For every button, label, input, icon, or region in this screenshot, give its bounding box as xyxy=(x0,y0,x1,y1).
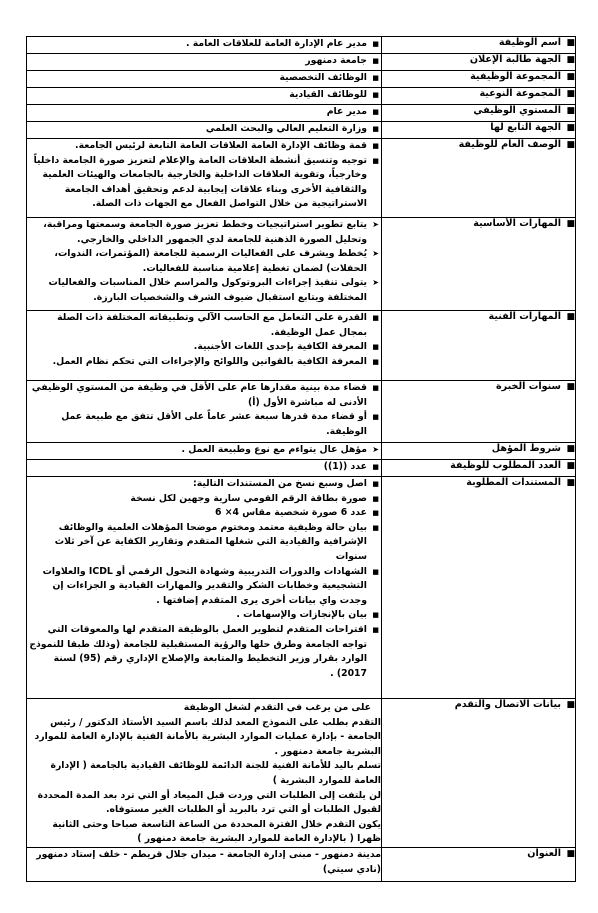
row-value: ■ للوظائف القيادية xyxy=(27,88,367,103)
row-job-title xyxy=(27,37,576,54)
row-value: ■ الشهادات والدورات التدريبية وشهادة التحول الرقمي أو ICDL والعلاوات التشجيعية وخطابات الشكر والتقدير والمهارات القيادية و الجزاءات إن وجدت واي بيانات أخرى يرى المتقدم إضافتها . xyxy=(27,565,367,609)
row-value: ➤ يتولى تنفيذ إجراءات البروتوكول والمراسم خلال المناسبات والفعاليات المختلفة ويتابع استقبال ضيوف الشرف والشخصيات البارزة. xyxy=(27,276,367,305)
row-experience xyxy=(27,381,576,443)
bullet-icon: ■ xyxy=(566,72,575,82)
bullet-icon: ■ xyxy=(566,38,575,48)
job-announcement-table xyxy=(26,36,576,882)
row-value: ■ صورة بطاقة الرقم القومي سارية وجهين لكل نسخة xyxy=(27,492,367,507)
bullet-icon: ■ xyxy=(566,89,575,99)
row-value: ■ قمة وظائف الإدارة العامة العلاقات العامة التابعة لرئيس الجامعة. xyxy=(27,139,367,154)
row-label: سنوات الخبرة xyxy=(496,381,561,392)
row-value: ■ المعرفة الكافية بإحدى اللغات الأجنبية. xyxy=(27,340,367,355)
row-value: ■ توجيه وتنسيق أنشطة العلاقات العامة والإعلام لتعزيز صورة الجامعة داخلياً وخارجياً، وتقوية العلاقات الداخلية والخارجية بالجامعات والهيئات العلمية والثقافية الأخرى وبناء علاقات إيجابية لدعم وتحقيق أهداف الجامعة الاستراتيجية من خلال التواصل الفعال مع الجهات ذات الصلة. xyxy=(27,154,367,212)
row-label: العدد المطلوب للوظيفة xyxy=(450,460,561,471)
row-label: الوصف العام للوظيفة xyxy=(458,139,561,150)
row-value: ■ اصل وسبع نسخ من المستندات التالية: xyxy=(27,477,367,492)
row-label: الجهة التابع لها xyxy=(490,122,561,133)
row-value: ■ مدير عام xyxy=(27,105,367,120)
row-general-description xyxy=(27,139,576,218)
row-value: ➤ مؤهل عال يتواءم مع نوع وطبيعة العمل . xyxy=(27,443,367,458)
row-label: المستندات المطلوبة xyxy=(466,477,561,488)
bullet-icon: ■ xyxy=(566,312,575,322)
row-label: العنوان xyxy=(527,847,561,859)
row-label: المهارات الأساسية xyxy=(473,218,561,229)
row-value: ■ اقتراحات المتقدم لتطوير العمل بالوظيفة المتقدم لها والمعوقات التي تواجه الجامعة وطرق حلها والرؤية المستقبلية للجامعة (وذلك طبقا للنموذج الوارد بقرار وزير التخطيط والمتابعة والإصلاح الإداري رقم (95) لسنة 2017) . xyxy=(27,623,367,681)
row-required-documents xyxy=(27,477,576,699)
bullet-icon: ■ xyxy=(566,461,575,471)
row-value: لن يلتفت إلى الطلبات التي وردت قبل الميعاد أو التي ترد بعد المدة المحددة لقبول الطلبات أو التي ترد بالبريد أو الطلبات الغير مستوفاه. xyxy=(37,789,381,816)
bullet-icon: ■ xyxy=(566,478,575,488)
row-value: تسلم باليد للأمانة الفنية للجنة الدائمة للوظائف القيادية بالجامعة ( الإدارة العامة للموارد البشرية ) xyxy=(50,760,381,786)
row-type-group xyxy=(27,88,576,105)
row-affiliation xyxy=(27,122,576,139)
row-label: المجموعة النوعية xyxy=(479,88,561,99)
bullet-icon: ■ xyxy=(566,55,575,65)
row-label: المهارات الفنية xyxy=(488,311,561,322)
row-value: ■ الوظائف التخصصية xyxy=(27,71,367,86)
row-address xyxy=(27,847,576,881)
bullet-icon: ■ xyxy=(566,140,575,150)
row-requesting-entity xyxy=(27,54,576,71)
row-label: الجهة طالبة الإعلان xyxy=(469,54,561,65)
bullet-icon: ■ xyxy=(566,848,575,859)
row-value: ■ أو قضاء مدة قدرها سبعة عشر عاماً على الأقل تتفق مع طبيعة عمل الوظيفة. xyxy=(27,410,367,439)
row-job-level xyxy=(27,105,576,122)
row-value: التقدم بطلب على النموذج المعد لذلك باسم السيد الأستاذ الدكتور / رئيس الجامعة - بإدارة عمليات الموارد البشرية بالأمانة الفنية بالإدارة العامة للموارد البشرية جامعة دمنهور . xyxy=(34,716,381,757)
row-value: ■ عدد 6 صورة شخصية مقاس 4× 6 xyxy=(27,506,367,521)
row-value: ■ جامعة دمنهور xyxy=(27,54,367,69)
row-label: اسم الوظيفة xyxy=(498,37,561,48)
bullet-icon: ■ xyxy=(566,700,575,710)
row-value: ■ عدد ((1)) xyxy=(27,460,367,475)
row-value: ■ وزارة التعليم العالي والبحث العلمي xyxy=(27,122,367,137)
row-label: المستوي الوظيفي xyxy=(473,105,561,116)
row-value: ■ القدرة على التعامل مع الحاسب الآلي وتطبيقاته المختلفة ذات الصلة بمجال عمل الوظيفة. xyxy=(27,311,367,340)
bullet-icon: ■ xyxy=(566,106,575,116)
row-qualification xyxy=(27,443,576,460)
row-value: ■ بيان حالة وظيفية معتمد ومختوم موضحا المؤهلات العلمية والوظائف الإشرافية والقيادية التي شغلها المتقدم وتقارير الكفاية عن آخر ثلاث سنوات xyxy=(27,521,367,565)
row-label: شروط المؤهل xyxy=(491,443,561,454)
row-value: ■ المعرفة الكافية بالقوانين واللوائح والإجراءات التي تحكم نظام العمل. xyxy=(27,355,367,370)
row-value: ➤ يتابع تطوير استراتيجيات وخطط تعزيز صورة الجامعة وسمعتها ومراقبة، وتحليل الصورة الذهنية للجامعة لدي الجمهور الداخلي والخارجي. xyxy=(27,218,367,247)
row-value: مدينة دمنهور - مبنى إدارة الجامعة - ميدان جلال قريطم - خلف إستاد دمنهور (نادي سيتي) xyxy=(36,848,381,875)
row-value: على من يرغب في التقدم لشغل الوظيفة xyxy=(183,702,371,713)
row-value: ➤ يُخطط ويشرف على الفعاليات الرسمية للجامعة (المؤتمرات، الندوات، الحفلات) لضمان تغطية إعلامية مناسبة للفعاليات. xyxy=(27,247,367,276)
row-technical-skills xyxy=(27,311,576,381)
row-required-count xyxy=(27,460,576,477)
row-job-group xyxy=(27,71,576,88)
row-label: المجموعة الوظيفية xyxy=(470,71,561,82)
row-value: ■ بيان بالإنجازات والإسهامات . xyxy=(27,608,367,623)
row-value: ■ قضاء مدة بينية مقدارها عام على الأقل في وظيفة من المستوي الوظيفي الأدنى له مباشرة الأول (أ) xyxy=(27,381,367,410)
row-core-skills xyxy=(27,218,576,311)
row-value: يكون التقدم خلال الفترة المحددة من الساعة التاسعة صباحا وحتى الثانية ظهرا ( بالإدارة العامة للموارد البشرية جامعة دمنهور ) xyxy=(52,818,381,845)
row-label: بيانات الاتصال والتقدم xyxy=(454,699,561,710)
bullet-icon: ■ xyxy=(566,382,575,392)
row-value: ■ مدير عام الإدارة العامة للعلاقات العامة . xyxy=(27,37,367,52)
bullet-icon: ■ xyxy=(566,444,575,454)
bullet-icon: ■ xyxy=(566,219,575,229)
row-contact-and-application xyxy=(27,699,576,848)
bullet-icon: ■ xyxy=(566,123,575,133)
